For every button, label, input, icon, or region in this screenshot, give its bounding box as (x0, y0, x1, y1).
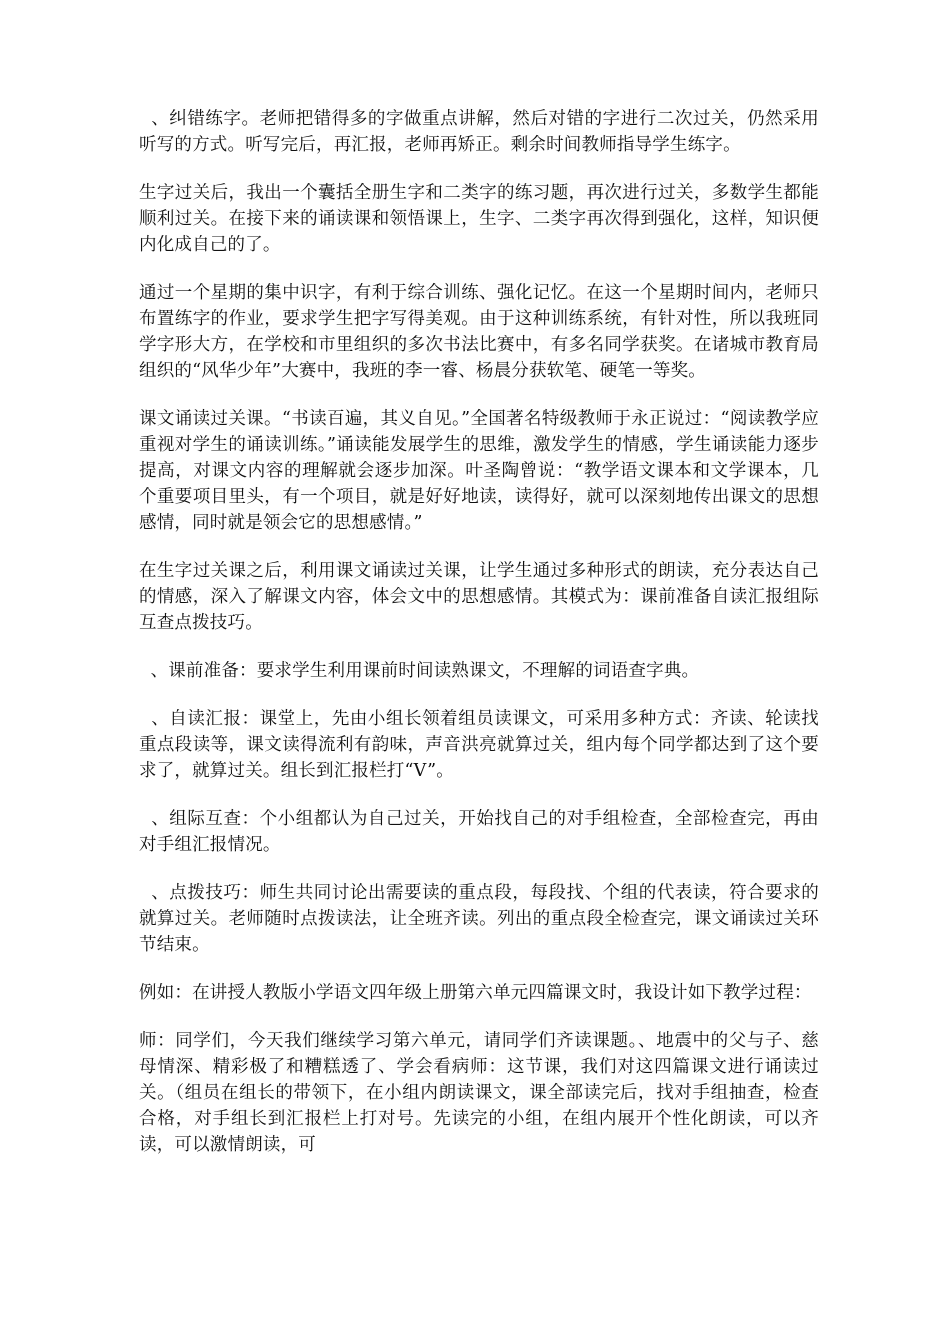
paragraph-teacher-dialogue: 师：同学们，今天我们继续学习第六单元，请同学们齐读课题。、地震中的父与子、慈母情深、精彩极了和糟糕透了、学会看病师：这节课，我们对这四篇课文进行诵读过关。（组员在组长的带领下，在小组内朗读课文，课全部读完后，找对手组抽查，检查合格，对手组长到汇报栏上打对号。先读完的小组，在组内展开个性化朗读，可以齐读，可以激情朗读，可 (139, 1031, 819, 1155)
paragraph-example-intro: 例如：在讲授人教版小学语文四年级上册第六单元四篇课文时，我设计如下教学过程： (139, 983, 812, 1003)
document-body (139, 106, 819, 1180)
paragraph-step-self-reading: 、自读汇报：课堂上，先由小组长领着组员读课文，可采用多种方式：齐读、轮读找重点段读等，课文读得流利有韵味，声音洪亮就算过关，组内每个同学都达到了这个要求了，就算过关。组长到汇报栏打“V”。 (139, 709, 819, 781)
paragraph-correct-practice: 、纠错练字。老师把错得多的字做重点讲解，然后对错的字进行二次过关，仍然采用听写的方式。听写完后，再汇报，老师再矫正。剩余时间教师指导学生练字。 (139, 109, 819, 155)
paragraph-step-preparation: 、课前准备：要求学生利用课前时间读熟课文，不理解的词语查字典。 (139, 661, 700, 681)
paragraph-recitation-lesson: 课文诵读过关课。“书读百遍，其义自见。”全国著名特级教师于永正说过：“阅读教学应重视对学生的诵读训练。”诵读能发展学生的思维，激发学生的情感，学生诵读能力逐步提高，对课文内容的理解就会逐步加深。叶圣陶曾说：“教学语文课本和文学课本，几个重要项目里头，有一个项目，就是好好地读，读得好，就可以深刻地传出课文的思想感情，同时就是领会它的思想感情。” (139, 409, 819, 533)
paragraph-after-characters: 生字过关后，我出一个囊括全册生字和二类字的练习题，再次进行过关，多数学生都能顺利过关。在接下来的诵读课和领悟课上，生字、二类字再次得到强化，这样，知识便内化成自己的了。 (139, 183, 819, 255)
paragraph-step-guidance: 、点拨技巧：师生共同讨论出需要读的重点段，每段找、个组的代表读，符合要求的就算过关。老师随时点拨读法，让全班齐读。列出的重点段全检查完，课文诵读过关环节结束。 (139, 883, 819, 955)
paragraph-step-group-check: 、组际互查：个小组都认为自己过关，开始找自己的对手组检查，全部检查完，再由对手组汇报情况。 (139, 809, 819, 855)
paragraph-recitation-mode: 在生字过关课之后，利用课文诵读过关课，让学生通过多种形式的朗读，充分表达自己的情感，深入了解课文内容，体会文中的思想感情。其模式为：课前准备自读汇报组际互查点拨技巧。 (139, 561, 819, 633)
paragraph-concentrated-literacy: 通过一个星期的集中识字，有利于综合训练、强化记忆。在这一个星期时间内，老师只布置练字的作业，要求学生把字写得美观。由于这种训练系统，有针对性，所以我班同学字形大方，在学校和市里组织的多次书法比赛中，有多名同学获奖。在诸城市教育局组织的“风华少年”大赛中，我班的李一睿、杨晨分获软笔、硬笔一等奖。 (139, 283, 819, 381)
